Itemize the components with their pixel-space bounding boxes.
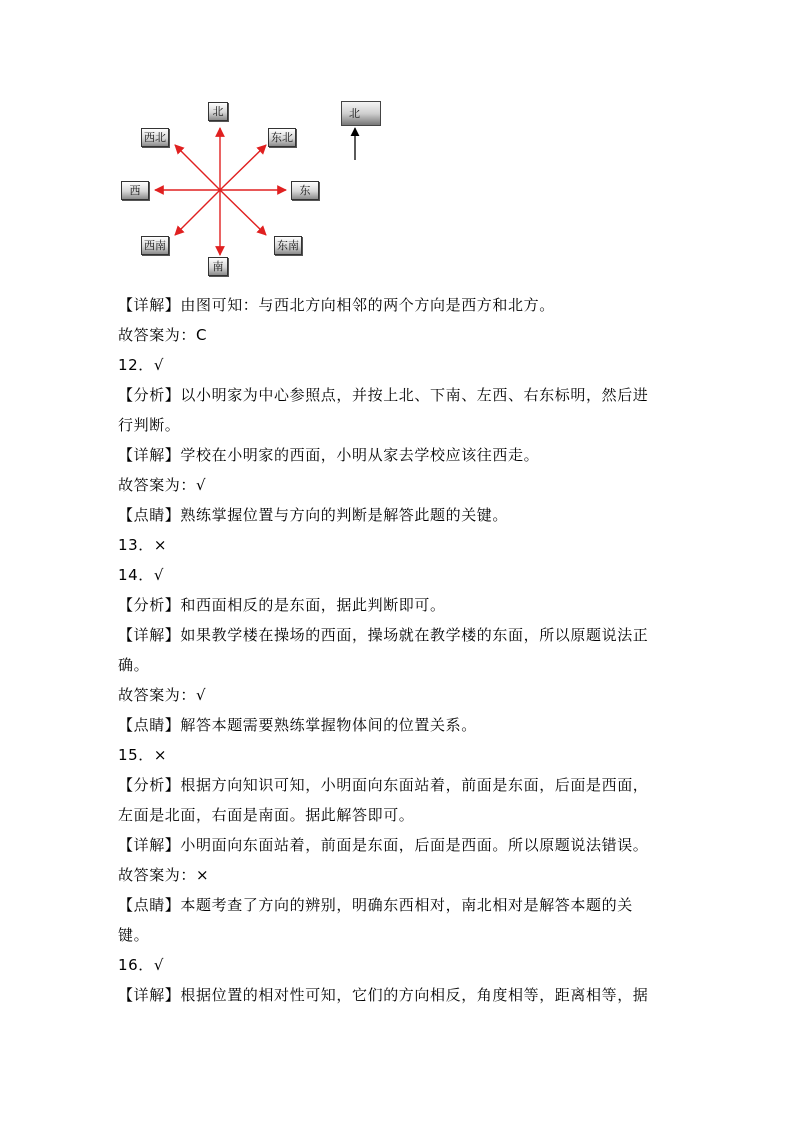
arrow-southeast bbox=[220, 190, 266, 235]
label-southwest: 西南 bbox=[141, 236, 169, 255]
text-line: 【详解】由图可知：与西北方向相邻的两个方向是西方和北方。 bbox=[118, 296, 555, 314]
label-south: 南 bbox=[208, 257, 228, 276]
question-number: 16．√ bbox=[118, 956, 165, 974]
text-line: 故答案为：√ bbox=[118, 686, 207, 704]
text-line: 确。 bbox=[118, 656, 150, 674]
arrow-southwest bbox=[175, 190, 220, 235]
answer-text bbox=[118, 290, 683, 1010]
text-line: 【分析】根据方向知识可知，小明面向东面站着，前面是东面，后面是西面， bbox=[118, 776, 649, 794]
label-east: 东 bbox=[291, 181, 319, 200]
text-line: 【详解】根据位置的相对性可知，它们的方向相反，角度相等，距离相等，据 bbox=[118, 986, 649, 1004]
north-indicator-label: 北 bbox=[349, 107, 360, 120]
question-number: 14．√ bbox=[118, 566, 165, 584]
text-line: 【点睛】熟练掌握位置与方向的判断是解答此题的关键。 bbox=[118, 506, 509, 524]
text-line: 【分析】和西面相反的是东面，据此判断即可。 bbox=[118, 596, 446, 614]
question-number: 12．√ bbox=[118, 356, 165, 374]
text-line: 故答案为：√ bbox=[118, 476, 207, 494]
label-west: 西 bbox=[121, 181, 149, 200]
text-line: 行判断。 bbox=[118, 416, 181, 434]
text-line: 故答案为：× bbox=[118, 866, 210, 884]
text-line: 键。 bbox=[118, 926, 150, 944]
text-line: 【详解】如果教学楼在操场的西面，操场就在教学楼的东面，所以原题说法正 bbox=[118, 626, 649, 644]
text-line: 故答案为：C bbox=[118, 326, 208, 344]
question-number: 15．× bbox=[118, 746, 168, 764]
text-line: 左面是北面，右面是南面。据此解答即可。 bbox=[118, 806, 415, 824]
north-indicator bbox=[341, 101, 381, 126]
arrow-northwest bbox=[175, 145, 220, 190]
text-line: 【分析】以小明家为中心参照点，并按上北、下南、左西、右东标明，然后进 bbox=[118, 386, 649, 404]
question-number: 13．× bbox=[118, 536, 168, 554]
arrow-northeast bbox=[220, 145, 266, 190]
text-line: 【点睛】解答本题需要熟练掌握物体间的位置关系。 bbox=[118, 716, 477, 734]
label-northwest: 西北 bbox=[141, 128, 169, 147]
label-north: 北 bbox=[208, 102, 228, 121]
label-northeast: 东北 bbox=[268, 128, 296, 147]
label-southeast: 东南 bbox=[274, 236, 302, 255]
text-line: 【详解】学校在小明家的西面，小明从家去学校应该往西走。 bbox=[118, 446, 540, 464]
text-line: 【点睛】本题考查了方向的辨别，明确东西相对，南北相对是解答本题的关 bbox=[118, 896, 633, 914]
text-line: 【详解】小明面向东面站着，前面是东面，后面是西面。所以原题说法错误。 bbox=[118, 836, 649, 854]
